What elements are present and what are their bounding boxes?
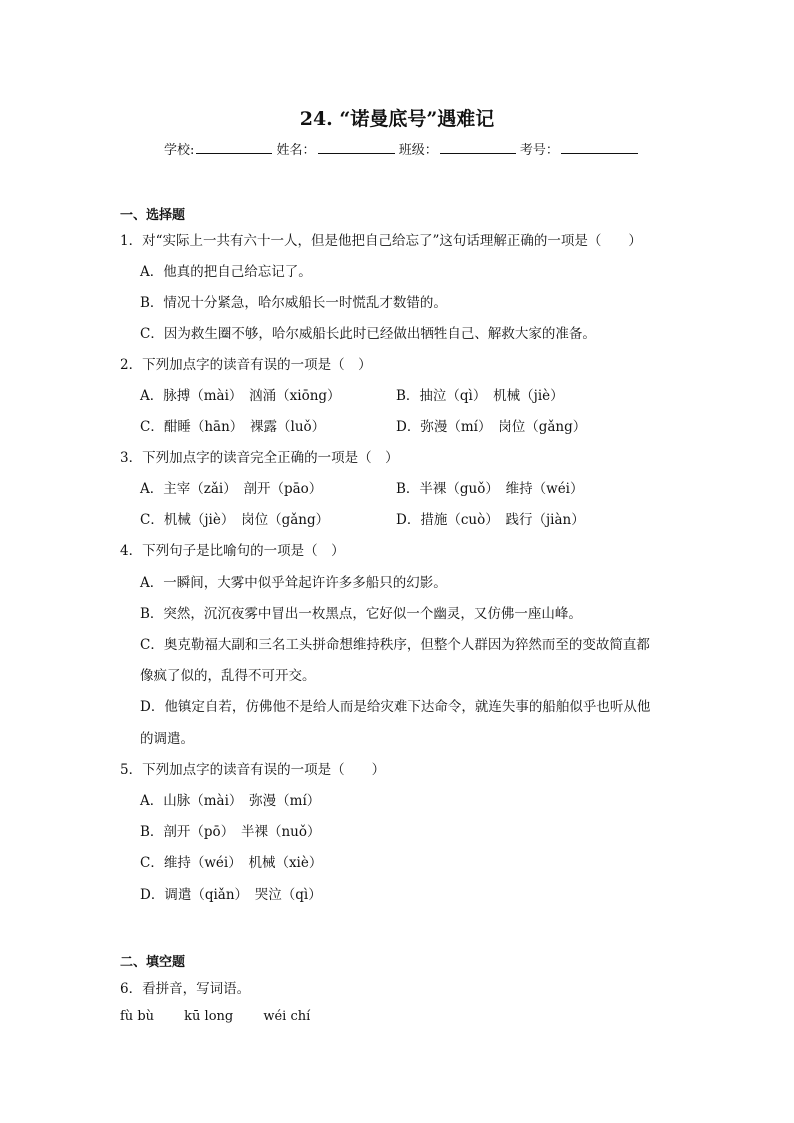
section-multiple-choice: 一、选择题 [120, 208, 186, 223]
question-3-option-a: A．主宰（zǎi） 剖开（pāo） [140, 481, 323, 497]
question-4-option-d: D．他镇定自若，仿佛他不是给人而是给灾难下达命令，就连失事的船舶似乎也听从他 [140, 699, 651, 715]
question-2-option-c: C．酣睡（hān） 裸露（luǒ） [140, 419, 326, 435]
pinyin-item: kū long [184, 1009, 234, 1024]
school-label: 学校: [164, 143, 195, 158]
question-1-option-c: C．因为救生圈不够，哈尔威船长此时已经做出牺牲自己、解救大家的准备。 [140, 326, 596, 342]
pinyin-item: fù bù [120, 1009, 155, 1024]
question-4-option-c-continued: 像疯了似的，乱得不可开交。 [140, 668, 316, 684]
question-1-stem: 1．对“实际上一共有六十一人，但是他把自己给忘了”这句话理解正确的一项是（ ） [120, 233, 642, 249]
student-info-line [164, 139, 638, 158]
section-fill-in: 二、填空题 [120, 955, 186, 970]
question-5-option-c: C．维持（wéi） 机械（xiè） [140, 855, 323, 871]
question-1-option-b: B．情况十分紧急，哈尔威船长一时慌乱才数错的。 [140, 295, 447, 311]
class-blank[interactable] [440, 141, 516, 154]
question-5-option-b: B．剖开（pō） 半裸（nuǒ） [140, 824, 321, 840]
question-5-option-d: D．调遣（qiǎn） 哭泣（qì） [140, 887, 322, 903]
question-5-option-a: A．山脉（mài） 弥漫（mí） [140, 793, 321, 809]
question-4-option-a: A．一瞬间，大雾中似乎耸起许许多多船只的幻影。 [140, 575, 447, 591]
page-title: 24. “诺曼底号”遇难记 [299, 108, 495, 130]
exam-number-label: 考号： [519, 143, 559, 158]
name-blank[interactable] [318, 141, 395, 154]
question-3-option-b: B．半裸（guǒ） 维持（wéi） [396, 481, 584, 497]
question-2-option-b: B．抽泣（qì） 机械（jiè） [396, 388, 564, 404]
question-3-stem: 3．下列加点字的读音完全正确的一项是（ ） [120, 450, 399, 466]
pinyin-row [120, 1009, 336, 1024]
question-6-stem: 6．看拼音，写词语。 [120, 981, 251, 997]
question-4-option-c: C．奥克勒福大副和三名工头拼命想维持秩序，但整个人群因为猝然而至的变故简直都 [140, 637, 650, 653]
question-1-option-a: A．他真的把自己给忘记了。 [140, 264, 312, 280]
question-4-option-d-continued: 的调遣。 [140, 731, 194, 747]
question-2-option-d: D．弥漫（mí） 岗位（gǎng） [396, 419, 587, 435]
question-4-option-b: B．突然，沉沉夜雾中冒出一枚黑点，它好似一个幽灵，又仿佛一座山峰。 [140, 606, 582, 622]
pinyin-item: wéi chí [263, 1009, 311, 1024]
question-3-option-d: D．措施（cuò） 践行（jiàn） [396, 512, 585, 528]
name-label: 姓名： [276, 143, 316, 158]
question-3-option-c: C．机械（jiè） 岗位（gǎng） [140, 512, 330, 528]
school-blank[interactable] [196, 141, 272, 154]
question-5-stem: 5．下列加点字的读音有误的一项是（ ） [120, 762, 386, 778]
exam-number-blank[interactable] [561, 141, 638, 154]
question-2-option-a: A．脉搏（mài） 汹涌（xiōng） [140, 388, 341, 404]
class-label: 班级： [398, 143, 438, 158]
question-2-stem: 2．下列加点字的读音有误的一项是（ ） [120, 357, 372, 373]
question-4-stem: 4．下列句子是比喻句的一项是（ ） [120, 543, 345, 559]
